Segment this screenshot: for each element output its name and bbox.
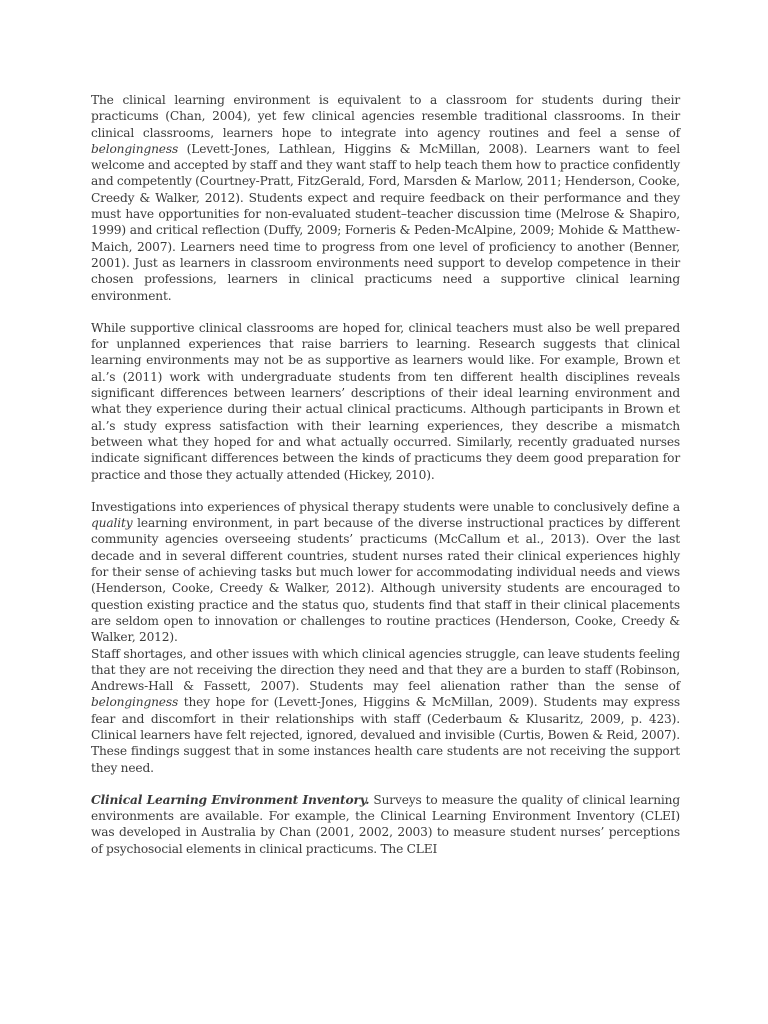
paragraph-2 [91, 320, 680, 483]
p4-run-3: they hope for (Levett-Jones, Higgins & McMillan, 2009). Students may express fear and discomfort in their relationships with staff (Cederbaum & Klusaritz, 2009, p. 423). Clinical learners have felt rejected, ignored, devalued and invisible (Curtis, Bowen & Reid, 2007). These findings suggest that in some instances health care students are not receiving the support they need. [91, 695, 680, 775]
p2-run-1: While supportive clinical classrooms are hoped for, clinical teachers must also be well prepared for unplanned experiences that raise barriers to learning. Research suggests that clinical learning environments may not be as supportive as learners would like. For example, Brown et al.’s (2011) work with undergraduate students from ten different health disciplines reveals significant differences between learners’ descriptions of their ideal learning environment and what they experience during their actual clinical practicums. Although participants in Brown et al.’s study express satisfaction with their learning experiences, they describe a mismatch between what they hoped for and what actually occurred. Similarly, recently graduated nurses indicate significant differences between the kinds of practicums they deem good preparation for practice and those they actually attended (Hickey, 2010). [91, 320, 680, 482]
p1-run-3: (Levett-Jones, Lathlean, Higgins & McMillan, 2008). Learners want to feel welcome and accepted by staff and they want staff to help teach them how to practice confidently and competently (Courtney-Pratt, FitzGerald, Ford, Marsden & Marlow, 2011; Henderson, Cooke, Creedy & Walker, 2012). Students expect and require feedback on their performance and they must have opportunities for non-evaluated student–teacher discussion time (Melrose & Shapiro, 1999) and critical reflection (Duffy, 2009; Forneris & Peden-McAlpine, 2009; Mohide & Matthew-Maich, 2007). Learners need time to progress from one level of proficiency to another (Benner, 2001). Just as learners in classroom environments need support to develop competence in their chosen professions, learners in clinical practicums need a supportive clinical learning environment. [91, 141, 680, 303]
p1-run-2-italic: belongingness [91, 141, 179, 156]
p3-run-2-italic: quality [91, 516, 133, 531]
p3-run-1: Investigations into experiences of physical therapy students were unable to conclusively define a [91, 499, 680, 514]
paragraph-5 [91, 792, 680, 857]
p5-run-2: Surveys to measure the quality of clinical learning environments are available. For example, the Clinical Learning Environment Inventory (CLEI) was developed in Australia by Chan (2001, 2002, 2003) to measure student nurses’ perceptions of psychosocial elements in clinical practicums. The CLEI [91, 792, 680, 856]
p1-run-1: The clinical learning environment is equivalent to a classroom for students during their practicums (Chan, 2004), yet few clinical agencies resemble traditional classrooms. In their clinical classrooms, learners hope to integrate into agency routines and feel a sense of [91, 93, 680, 140]
paragraph-4 [91, 646, 680, 776]
p3-run-3: learning environment, in part because of the diverse instructional practices by different community agencies overseeing students’ practicums (McCallum et al., 2013). Over the last decade and in several different countries, student nurses rated their clinical experiences highly for their sense of achieving tasks but much lower for accommodating individual needs and views (Henderson, Cooke, Creedy & Walker, 2012). Although university students are encouraged to question existing practice and the status quo, students find that staff in their clinical placements are seldom open to innovation or challenges to routine practices (Henderson, Cooke, Creedy & Walker, 2012). [91, 516, 680, 645]
paragraph-3 [91, 499, 680, 646]
p4-run-1: Staff shortages, and other issues with which clinical agencies struggle, can leave students feeling that they are not receiving the direction they need and that they are a burden to staff (Robinson, Andrews-Hall & Fassett, 2007). Students may feel alienation rather than the sense of [91, 646, 680, 694]
paragraph-1 [91, 92, 680, 304]
p4-run-2-italic: belongingness [91, 695, 179, 710]
section-heading: Clinical Learning Environment Inventory. [91, 792, 370, 807]
